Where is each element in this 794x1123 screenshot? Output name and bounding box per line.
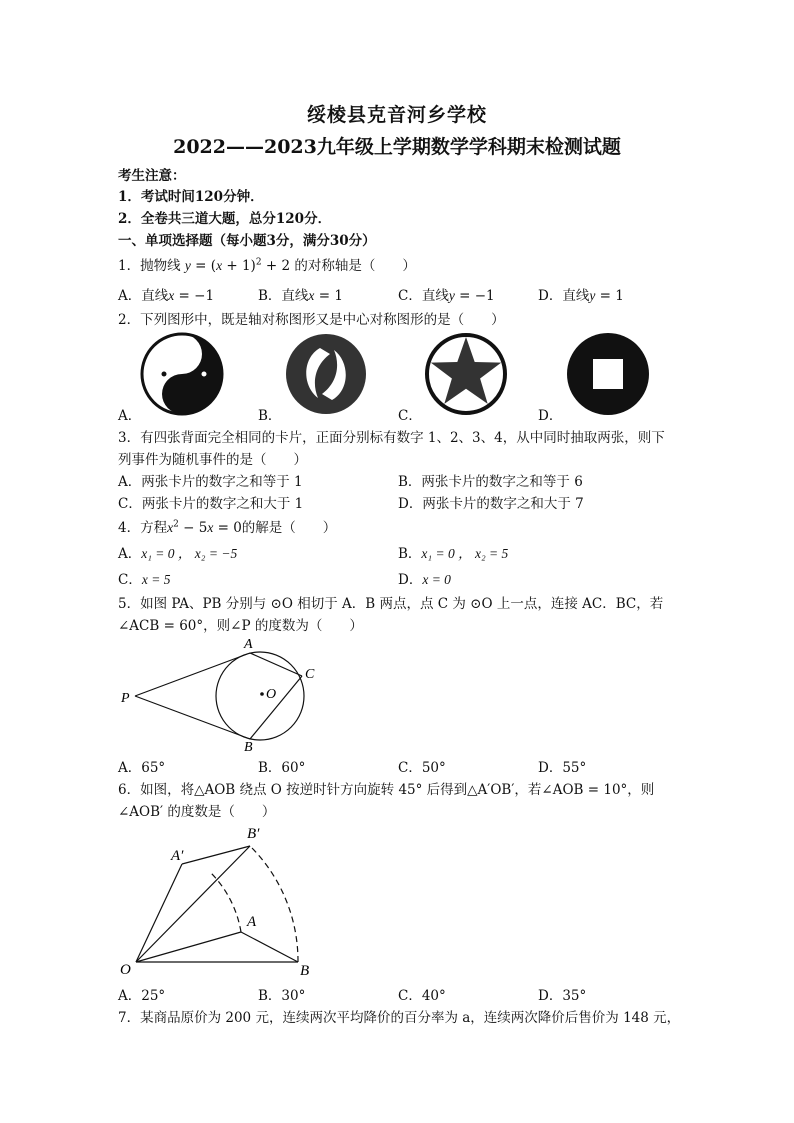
notice-heading: 考生注意： (118, 168, 186, 184)
q4-option-a: A．x₁ = 0 ， x₂ = −5 (118, 546, 238, 562)
q5-option-d: D．55° (538, 760, 587, 776)
q5-label-c: C (305, 667, 315, 682)
q3-option-d: D．两张卡片的数字之和大于 7 (398, 496, 584, 512)
notice-item-1: 1．考试时间120分钟． (118, 189, 264, 205)
q6-option-c: C．40° (398, 988, 446, 1004)
q3-stem-line2: 列事件为随机事件的是（ ） (118, 452, 307, 468)
coin-square-figure (566, 332, 650, 416)
q3-option-c: C．两张卡片的数字之和大于 1 (118, 496, 304, 512)
q5-option-a: A．65° (118, 760, 166, 776)
q5-stem-line2: ∠ACB = 60°，则∠P 的度数为（ ） (118, 618, 363, 634)
q6-label-b-prime: B′ (247, 826, 260, 842)
q6-option-d: D．35° (538, 988, 587, 1004)
q5-option-c: C．50° (398, 760, 446, 776)
q6-stem-line1: 6．如图，将△AOB 绕点 O 按逆时针方向旋转 45° 后得到△A′OB′，若∠AOB = 10°，则 (118, 782, 655, 798)
q6-option-a: A．25° (118, 988, 166, 1004)
q6-label-o: O (120, 962, 131, 978)
q5-label-p: P (121, 691, 130, 706)
q4-stem: 4．方程$x^2 - 5x = 0$的解是（ ） (118, 519, 337, 536)
q5-tangent-circle-figure (118, 636, 328, 754)
star-in-circle-figure (424, 332, 508, 416)
q2-stem: 2．下列图形中，既是轴对称图形又是中心对称图形的是（ ） (118, 312, 505, 328)
q1-option-d: D．直线y = 1 (538, 288, 624, 304)
q1-option-c: C．直线y = −1 (398, 288, 495, 304)
q5-stem-line1: 5．如图 PA、PB 分别与 ⊙O 相切于 A．B 两点，点 C 为 ⊙O 上一点，连接 AC．BC，若 (118, 596, 664, 612)
q6-label-a: A (247, 914, 257, 930)
q5-label-o: O (266, 687, 277, 702)
q5-label-a: A (244, 637, 253, 652)
q6-rotation-figure (116, 822, 324, 980)
q2-option-b: B． (258, 408, 282, 424)
notice-item-2: 2．全卷共三道大题，总分120分． (118, 211, 332, 227)
q3-stem-line1: 3．有四张背面完全相同的卡片，正面分别标有数字 1、2、3、4，从中同时抽取两张，则下 (118, 430, 665, 446)
school-name: 绥棱县克音河乡学校 (306, 104, 487, 126)
q5-label-b: B (244, 740, 253, 754)
q2-option-c: C． (398, 408, 422, 424)
q1-option-a: A．直线x = −1 (118, 288, 215, 304)
q3-option-a: A．两张卡片的数字之和等于 1 (118, 474, 303, 490)
q6-option-b: B．30° (258, 988, 306, 1004)
q2-option-a: A． (118, 408, 142, 424)
q6-stem-line2: ∠AOB′ 的度数是（ ） (118, 804, 276, 820)
q5-option-b: B．60° (258, 760, 306, 776)
section-1-heading: 一、单项选择题（每小题3分，满分30分） (118, 233, 376, 249)
yin-yang-figure (140, 332, 224, 416)
q1-stem: 1．抛物线 $y = (x + 1)^2 + 2$ 的对称轴是（ ） (118, 257, 416, 274)
q6-label-a-prime: A′ (171, 848, 184, 864)
q4-option-d: D．x = 0 (398, 572, 451, 588)
q6-label-b: B (300, 963, 310, 979)
q3-option-b: B．两张卡片的数字之和等于 6 (398, 474, 583, 490)
swirl-logo-figure (284, 332, 368, 416)
exam-title: 2022——2023九年级上学期数学学科期末检测试题 (173, 136, 621, 158)
q1-option-b: B．直线x = 1 (258, 288, 343, 304)
q7-stem-line1: 7．某商品原价为 200 元，连续两次平均降价的百分率为 a，连续两次降价后售价为 148 元， (118, 1010, 681, 1026)
q2-option-d: D． (538, 408, 563, 424)
q4-option-b: B．x₁ = 0 ， x₂ = 5 (398, 546, 509, 562)
q4-option-c: C．x = 5 (118, 572, 171, 588)
